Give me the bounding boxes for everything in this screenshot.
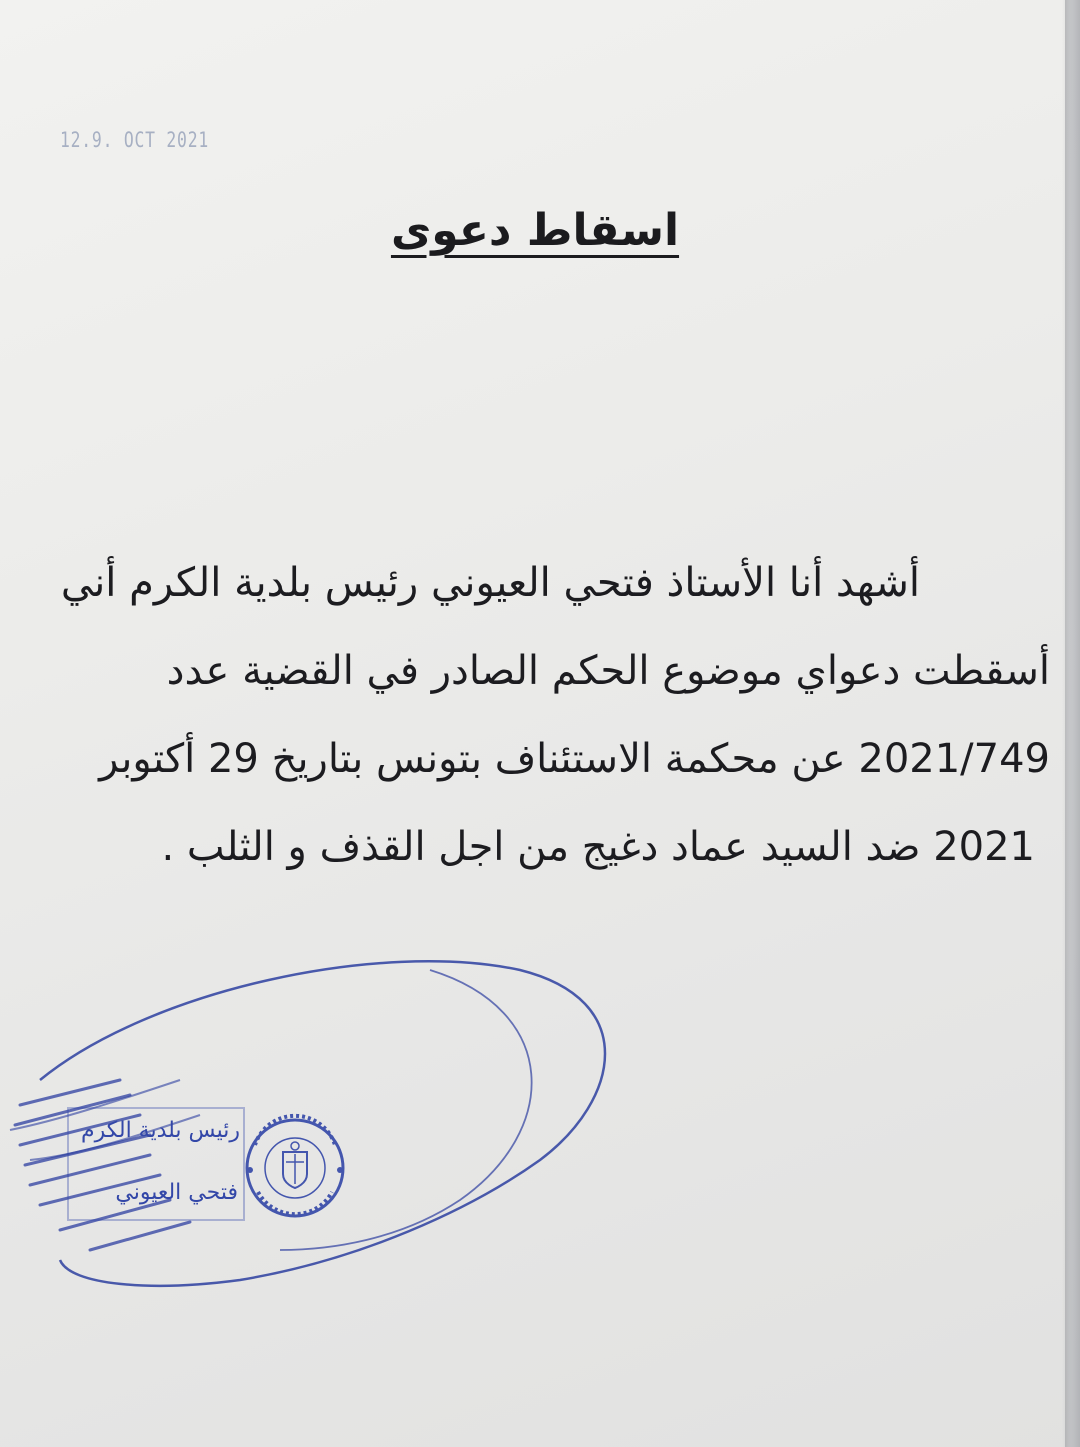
municipal-seal xyxy=(247,1116,343,1216)
signature-and-seal xyxy=(0,930,620,1300)
paper-edge-shadow xyxy=(1062,0,1080,1447)
body-line: أشهد أنا الأستاذ فتحي العيوني رئيس بلدية الكرم أني xyxy=(60,560,920,606)
document-title: اسقاط دعوى xyxy=(390,205,680,256)
date-stamp: 12.9. OCT 2021 xyxy=(60,128,209,152)
stamp-title-line: رئيس بلدية الكرم xyxy=(80,1118,240,1143)
body-line: أسقطت دعواي موضوع الحكم الصادر في القضية عدد xyxy=(166,648,1050,694)
body-line: 2021/749 عن محكمة الاستئناف بتونس بتاريخ 29 أكتوبر xyxy=(99,736,1050,782)
body-line: 2021 ضد السيد عماد دغيج من اجل القذف و الثلب . xyxy=(161,824,1035,870)
stamp-name-line: فتحي العيوني xyxy=(115,1180,238,1205)
